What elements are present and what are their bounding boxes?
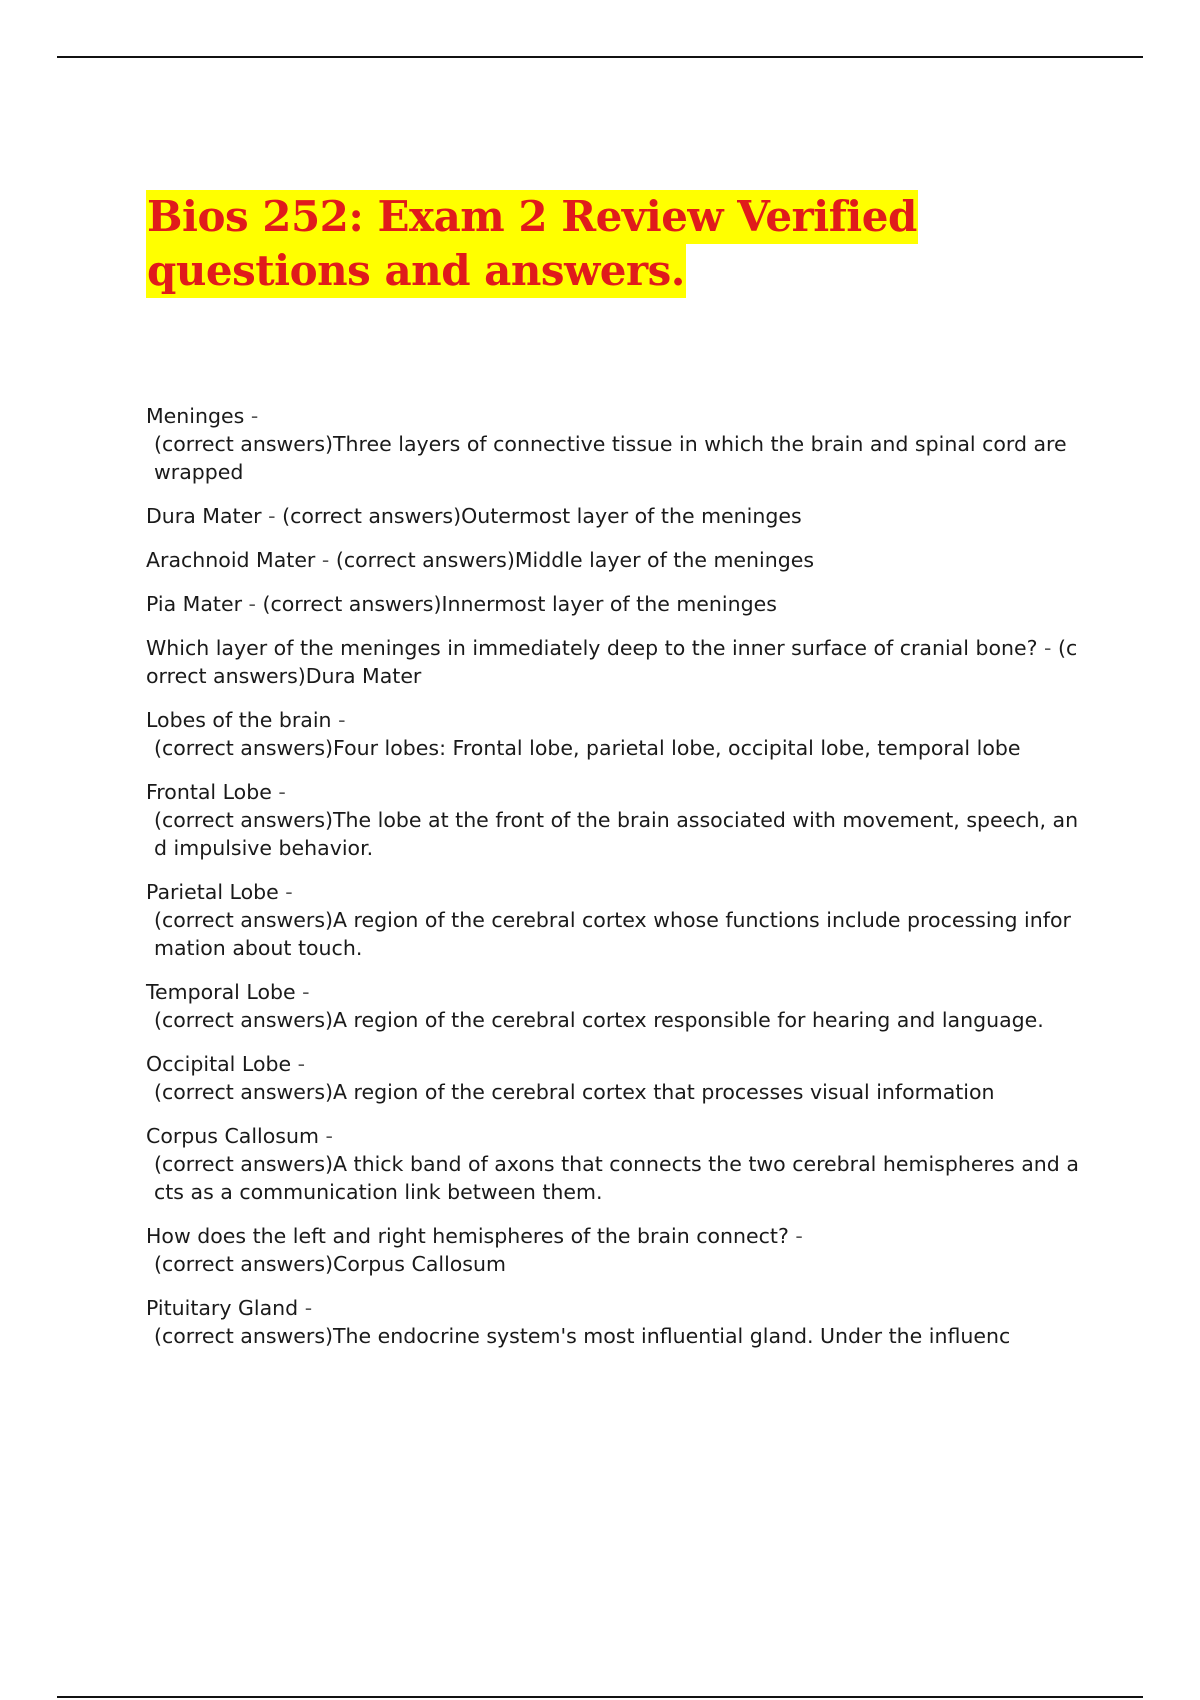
bottom-rule	[57, 1696, 1143, 1698]
qa-entry	[146, 978, 1086, 1034]
qa-term: Pia Mater	[146, 592, 243, 616]
qa-term: Lobes of the brain	[146, 708, 332, 732]
qa-separator: -	[318, 1124, 333, 1148]
qa-entry	[146, 402, 1086, 486]
title-line-2: questions and answers.	[146, 244, 686, 298]
qa-answer: (correct answers)Outermost layer of the meninges	[282, 504, 802, 528]
qa-answer: (correct answers)Dura Mater	[146, 636, 1078, 688]
qa-term: Pituitary Gland	[146, 1296, 299, 1320]
title-line-1: Bios 252: Exam 2 Review Verified	[146, 190, 918, 244]
qa-answer: (correct answers)Innermost layer of the meninges	[262, 592, 777, 616]
qa-answer: (correct answers)The endocrine system's most influential gland. Under the influenc	[154, 1324, 1011, 1348]
qa-answer: (correct answers)The lobe at the front of the brain associated with movement, speech, and impulsive behavior.	[154, 808, 1079, 860]
qa-entry	[146, 778, 1086, 862]
qa-term: Corpus Callosum	[146, 1124, 319, 1148]
qa-answer: (correct answers)A region of the cerebral cortex responsible for hearing and language.	[154, 1008, 1044, 1032]
qa-term: Arachnoid Mater	[146, 548, 316, 572]
qa-answer: (correct answers)Corpus Callosum	[154, 1252, 506, 1276]
qa-answer: (correct answers)A region of the cerebral cortex whose functions include processing information about touch.	[154, 908, 1071, 960]
qa-entry	[146, 1050, 1086, 1106]
document-title	[146, 190, 946, 298]
qa-entry	[146, 546, 1086, 574]
qa-separator: -	[331, 708, 346, 732]
qa-entry	[146, 1122, 1086, 1206]
qa-entry	[146, 1222, 1086, 1278]
qa-entry	[146, 706, 1086, 762]
qa-separator: -	[298, 1296, 313, 1320]
qa-separator: -	[1037, 636, 1052, 660]
qa-separator: -	[242, 592, 256, 616]
qa-term: Dura Mater	[146, 504, 262, 528]
qa-separator: -	[278, 880, 293, 904]
qa-term: How does the left and right hemispheres of the brain connect?	[146, 1224, 789, 1248]
qa-answer: (correct answers)Middle layer of the meninges	[335, 548, 815, 572]
qa-entry	[146, 1294, 1086, 1350]
qa-list	[146, 402, 1086, 1366]
qa-answer: (correct answers)A region of the cerebral cortex that processes visual information	[154, 1080, 995, 1104]
qa-separator: -	[271, 780, 286, 804]
qa-entry	[146, 502, 1086, 530]
qa-separator: -	[291, 1052, 306, 1076]
qa-term: Temporal Lobe	[146, 980, 296, 1004]
qa-entry	[146, 634, 1086, 690]
qa-separator: -	[315, 548, 330, 572]
qa-separator: -	[261, 504, 276, 528]
qa-term: Parietal Lobe	[146, 880, 279, 904]
qa-separator: -	[244, 404, 259, 428]
qa-term: Which layer of the meninges in immediately deep to the inner surface of cranial bone?	[146, 636, 1038, 660]
qa-term: Occipital Lobe	[146, 1052, 292, 1076]
qa-answer: (correct answers)Three layers of connective tissue in which the brain and spinal cord are wrapped	[154, 432, 1067, 484]
qa-term: Frontal Lobe	[146, 780, 272, 804]
qa-answer: (correct answers)Four lobes: Frontal lobe, parietal lobe, occipital lobe, temporal lobe	[154, 736, 1021, 760]
qa-separator: -	[788, 1224, 803, 1248]
qa-entry	[146, 590, 1086, 618]
qa-answer: (correct answers)A thick band of axons that connects the two cerebral hemispheres and acts as a communication link between them.	[154, 1152, 1079, 1204]
qa-entry	[146, 878, 1086, 962]
qa-term: Meninges	[146, 404, 245, 428]
qa-separator: -	[295, 980, 310, 1004]
top-rule	[57, 56, 1143, 58]
